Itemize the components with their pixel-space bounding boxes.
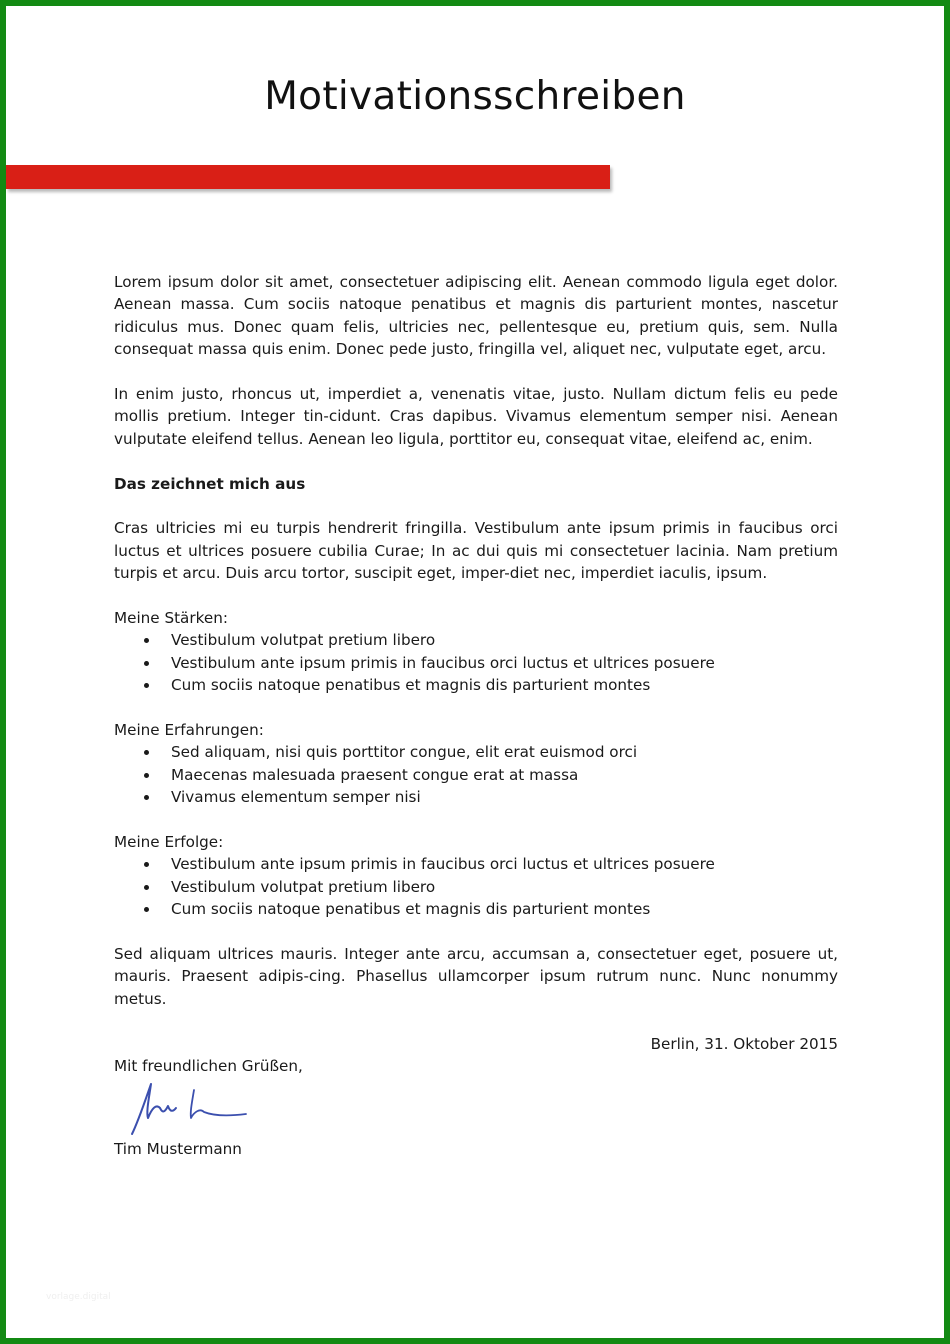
list-item: Maecenas malesuada praesent congue erat at massa bbox=[171, 764, 838, 786]
list-label-staerken: Meine Stärken: bbox=[114, 609, 228, 628]
paragraph-2: In enim justo, rhoncus ut, imperdiet a, venenatis vitae, justo. Nullam dictum felis eu pede mollis pretium. Integer tin-cidunt. Cras dapibus. Vivamus elementum semper nisi. Aenean vulputate eleifend tellus. Aenean leo ligula, porttitor eu, consequat vitae, eleifend ac, enim. bbox=[114, 385, 838, 448]
section-heading: Das zeichnet mich aus bbox=[114, 474, 306, 493]
closing-line: Mit freundlichen Grüßen, bbox=[114, 1057, 303, 1076]
list-item: Vestibulum ante ipsum primis in faucibus orci luctus et ultrices posuere bbox=[171, 853, 838, 875]
list-label-erfolge: Meine Erfolge: bbox=[114, 833, 224, 852]
red-accent-bar bbox=[6, 165, 610, 189]
list-label-erfahrungen: Meine Erfahrungen: bbox=[114, 721, 264, 740]
letter-body bbox=[114, 271, 838, 1160]
paragraph-4: Sed aliquam ultrices mauris. Integer ante arcu, accumsan a, consectetuer eget, posuere ut, mauris. Praesent adipis-cing. Phasellus ullamcorper ipsum rutrum nunc. Nunc nonummy metus. bbox=[114, 945, 838, 1008]
date-line: Berlin, 31. Oktober 2015 bbox=[650, 1034, 838, 1053]
paragraph-1: Lorem ipsum dolor sit amet, consectetuer adipiscing elit. Aenean commodo ligula eget dolor. Aenean massa. Cum sociis natoque penatibus et magnis dis parturient montes, nascetur ridiculus mus. Donec quam felis, ultricies nec, pellentesque eu, pretium quis, sem. Nulla consequat massa quis enim. Donec pede justo, fringilla vel, aliquet nec, vulputate eget, arcu. bbox=[114, 273, 838, 359]
list-erfahrungen bbox=[114, 741, 838, 808]
list-erfolge bbox=[114, 853, 838, 920]
signer-name: Tim Mustermann bbox=[114, 1139, 242, 1158]
list-item: Vestibulum volutpat pretium libero bbox=[171, 629, 838, 651]
list-item: Vestibulum volutpat pretium libero bbox=[171, 876, 838, 898]
list-item: Sed aliquam, nisi quis porttitor congue, elit erat euismod orci bbox=[171, 741, 838, 763]
handwritten-signature-icon bbox=[118, 1078, 248, 1138]
list-item: Cum sociis natoque penatibus et magnis dis parturient montes bbox=[171, 674, 838, 696]
list-staerken bbox=[114, 629, 838, 696]
list-item: Cum sociis natoque penatibus et magnis dis parturient montes bbox=[171, 898, 838, 920]
document-title: Motivationsschreiben bbox=[264, 74, 686, 119]
paragraph-3: Cras ultricies mi eu turpis hendrerit fringilla. Vestibulum ante ipsum primis in faucibus orci luctus et ultrices posuere cubilia Curae; In ac dui quis mi consectetuer lacinia. Nam pretium turpis et arcu. Duis arcu tortor, suscipit eget, imper-diet nec, imperdiet iaculis, ipsum. bbox=[114, 519, 838, 583]
list-item: Vivamus elementum semper nisi bbox=[171, 786, 838, 808]
list-item: Vestibulum ante ipsum primis in faucibus orci luctus et ultrices posuere bbox=[171, 652, 838, 674]
watermark-text: vorlage.digital bbox=[46, 1292, 111, 1302]
